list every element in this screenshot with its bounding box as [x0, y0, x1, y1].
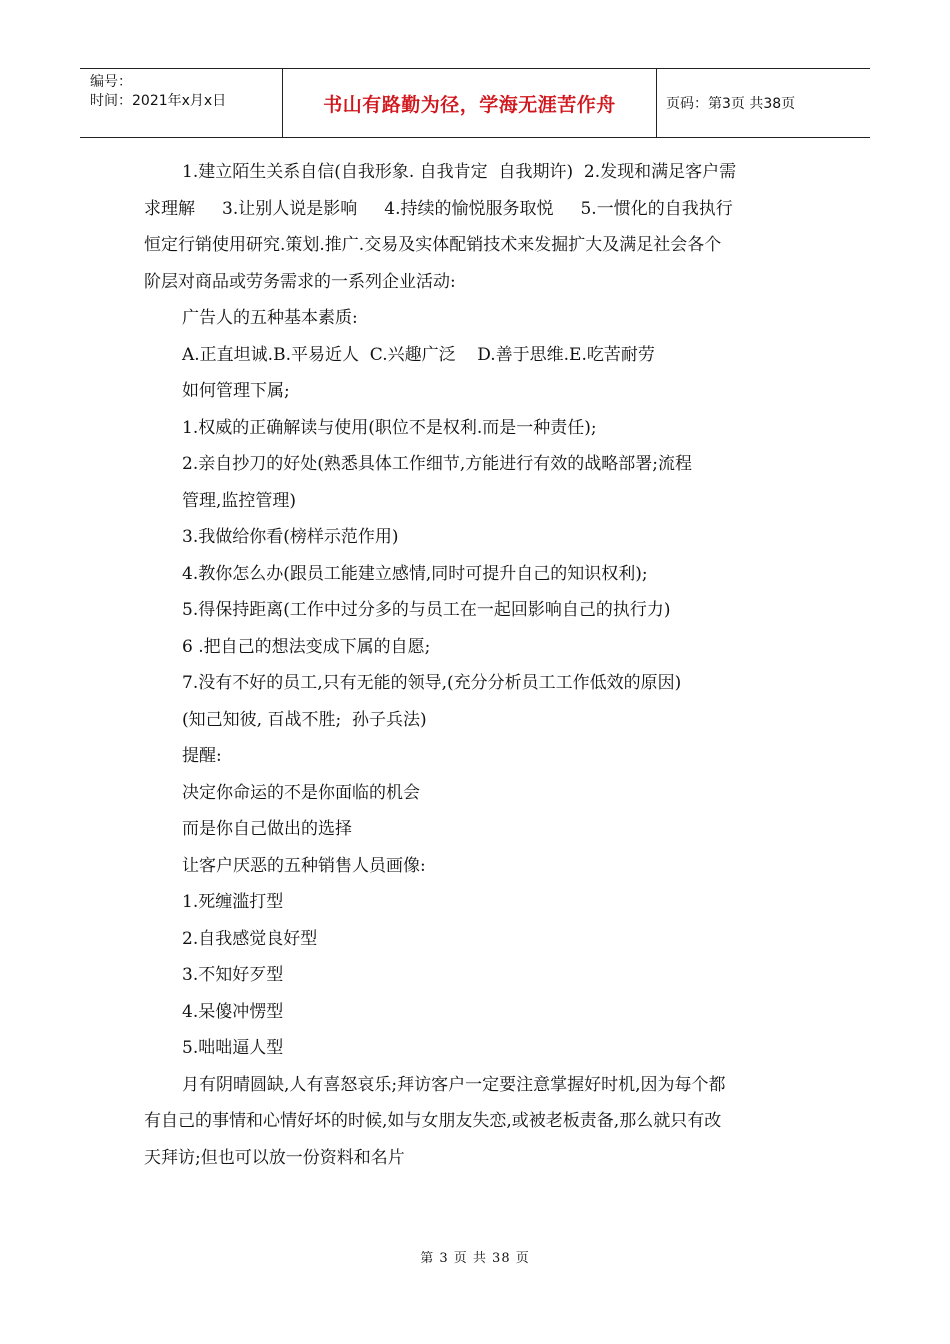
list-item: 5.咄咄逼人型 — [182, 1038, 284, 1058]
paragraph-line: 决定你命运的不是你面临的机会 — [182, 782, 420, 803]
list-item: 5.得保持距离(工作中过分多的与员工在一起回影响自己的执行力) — [182, 600, 671, 620]
list-item: 6 .把自己的想法变成下属的自愿; — [182, 636, 431, 657]
list-item: 4.呆傻冲愣型 — [182, 1001, 284, 1022]
document-body — [144, 154, 800, 1176]
list-item: 3.不知好歹型 — [182, 965, 284, 985]
list-item: 1.死缠滥打型 — [182, 892, 284, 912]
document-date-label: 时间：2021年x月x日 — [90, 93, 227, 109]
list-item: 7.没有不好的员工,只有无能的领导,(充分分析员工工作低效的原因) — [182, 673, 682, 693]
list-item: 1.权威的正确解读与使用(职位不是权利.而是一种责任); — [182, 417, 597, 438]
paragraph-line: 月有阴晴圆缺,人有喜怒哀乐;拜访客户一定要注意掌握好时机,因为每个都 — [182, 1074, 726, 1095]
paragraph-line: 阶层对商品或劳务需求的一系列企业活动: — [144, 271, 456, 292]
paragraph-line: 而是你自己做出的选择 — [182, 819, 352, 839]
quote-line: (知己知彼, 百战不胜; 孙子兵法) — [182, 709, 427, 730]
list-item: 2.自我感觉良好型 — [182, 928, 318, 949]
document-number-label: 编号： — [90, 74, 132, 90]
list-item: 3.我做给你看(榜样示范作用) — [182, 527, 399, 547]
list-item-continuation: 管理,监控管理) — [182, 490, 297, 511]
paragraph-line: 求理解 3.让别人说是影响 4.持续的愉悦服务取悦 5.一惯化的自我执行 — [144, 198, 733, 219]
header-meta — [90, 73, 226, 111]
section-heading: 提醒: — [182, 746, 222, 766]
paragraph-line: 恒定行销使用研究.策划.推广.交易及实体配销技术来发掘扩大及满足社会各个 — [144, 235, 722, 255]
paragraph-line: 天拜访;但也可以放一份资料和名片 — [144, 1147, 405, 1168]
section-heading: 广告人的五种基本素质: — [182, 308, 358, 328]
section-heading: 让客户厌恶的五种销售人员画像: — [182, 855, 426, 876]
header-page-number: 页码：第3页 共38页 — [666, 96, 796, 112]
list-item: 2.亲自抄刀的好处(熟悉具体工作细节,方能进行有效的战略部署;流程 — [182, 454, 692, 474]
page-footer: 第 3 页 共 38 页 — [420, 1251, 530, 1266]
header-divider — [656, 69, 657, 137]
header-motto: 书山有路勤为径，学海无涯苦作舟 — [323, 93, 616, 116]
section-heading: 如何管理下属; — [182, 381, 290, 401]
list-item: A.正直坦诚.B.平易近人 C.兴趣广泛 D.善于思维.E.吃苦耐劳 — [182, 344, 655, 365]
page-header — [80, 68, 870, 138]
paragraph-line: 1.建立陌生关系自信(自我形象. 自我肯定 自我期许) 2.发现和满足客户需 — [182, 162, 737, 182]
list-item: 4.教你怎么办(跟员工能建立感情,同时可提升自己的知识权利); — [182, 563, 648, 584]
paragraph-line: 有自己的事情和心情好坏的时候,如与女朋友失恋,或被老板责备,那么就只有改 — [144, 1111, 722, 1131]
